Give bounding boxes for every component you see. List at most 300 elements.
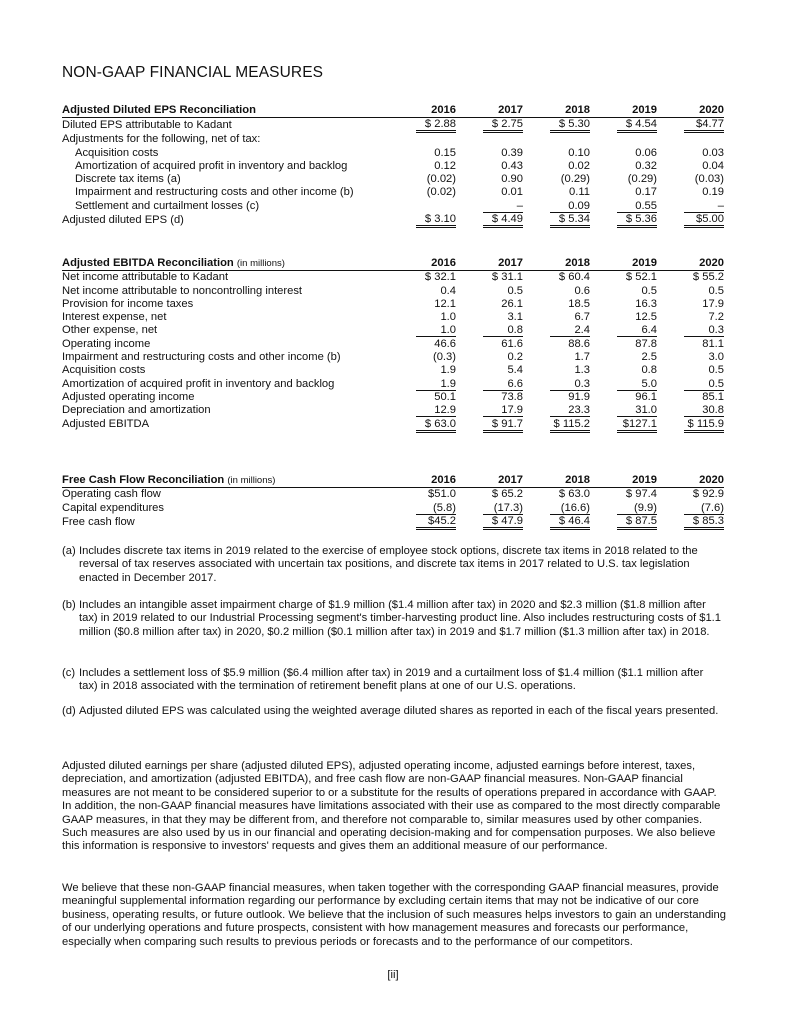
table-row	[62, 324, 724, 337]
cell-value: 50.1	[434, 390, 456, 403]
year-header: 2018	[523, 257, 590, 271]
cell-value: 87.8	[635, 337, 657, 350]
year-header: 2017	[456, 257, 523, 271]
cell-value: 26.1	[501, 297, 523, 310]
cell-value: (9.9)	[617, 502, 657, 515]
value-cell	[389, 515, 456, 530]
value-cell	[657, 338, 724, 351]
value-cell	[590, 311, 657, 324]
cell-value: 6.6	[483, 378, 523, 391]
value-cell	[523, 147, 590, 160]
table-row	[62, 351, 724, 364]
cell-value: $127.1	[617, 418, 657, 433]
value-cell	[389, 404, 456, 417]
table-title-text: Free Cash Flow Reconciliation	[62, 474, 225, 486]
cell-value: 0.03	[702, 146, 724, 159]
cell-value: 31.0	[617, 404, 657, 417]
value-cell	[389, 324, 456, 337]
value-cell	[523, 200, 590, 213]
row-label: Acquisition costs	[62, 364, 146, 377]
footnote-tag: (c)	[62, 667, 76, 679]
cell-value: 0.43	[501, 159, 523, 172]
value-cell	[456, 213, 523, 228]
table-title: Adjusted Diluted EPS Reconciliation	[62, 104, 389, 118]
cell-value: 73.8	[501, 390, 523, 403]
cell-value: $ 85.3	[684, 515, 724, 530]
value-cell	[389, 285, 456, 298]
eps-reconciliation-table	[62, 104, 724, 228]
year-header: 2016	[389, 257, 456, 271]
value-cell	[590, 147, 657, 160]
table-row	[62, 311, 724, 324]
value-cell	[590, 364, 657, 377]
page-number: [ii]	[387, 969, 399, 981]
table-row	[62, 160, 724, 173]
cell-value: 17.9	[702, 297, 724, 310]
value-cell	[523, 186, 590, 199]
value-cell	[657, 391, 724, 404]
value-cell	[523, 160, 590, 173]
cell-value: 0.3	[684, 324, 724, 337]
cell-value: 61.6	[501, 337, 523, 350]
cell-value: $ 63.0	[416, 418, 456, 433]
row-label: Adjusted EBITDA	[62, 418, 150, 431]
cell-value: 3.0	[708, 351, 724, 364]
table-row	[62, 147, 724, 160]
value-cell	[590, 213, 657, 228]
table-row	[62, 298, 724, 311]
value-cell	[590, 404, 657, 417]
value-cell	[657, 324, 724, 337]
cell-value: 0.39	[501, 146, 523, 159]
value-cell	[657, 271, 724, 285]
value-cell	[657, 213, 724, 228]
footnote-c	[62, 667, 724, 694]
value-cell	[456, 285, 523, 298]
year-header: 2020	[657, 474, 724, 488]
table-row	[62, 271, 724, 285]
cell-value: $ 91.7	[483, 418, 523, 433]
cell-value: $ 63.0	[558, 488, 590, 501]
cell-value: $ 92.9	[692, 488, 724, 501]
fcf-reconciliation-table	[62, 474, 724, 530]
cell-value: 6.7	[574, 311, 590, 324]
row-label: Discrete tax items (a)	[75, 173, 181, 186]
cell-value: $ 5.36	[617, 213, 657, 228]
cell-value: (0.03)	[694, 173, 724, 186]
value-cell	[456, 200, 523, 213]
value-cell	[389, 133, 456, 146]
cell-value: 0.5	[708, 364, 724, 377]
cell-value: 0.8	[483, 324, 523, 337]
cell-value: 3.1	[507, 311, 523, 324]
table-unit: (in millions)	[227, 475, 276, 486]
value-cell	[657, 404, 724, 417]
value-cell	[657, 488, 724, 502]
body-paragraph: We believe that these non-GAAP financial measures, when taken together with the corresponding GAAP financial measures, provide meaningful supplemental information regarding our performance by excluding certain items that may not be indicative of our core business, operating results, or future outlook. We believe that the inclusion of such measures helps investors to gain an understanding of our underlying operations and future prospects, consistent with how management measures and forecasts our performance, especially when comparing such results to previous periods or forecasts and to the performance of our competitors.	[62, 882, 726, 948]
value-cell	[523, 285, 590, 298]
value-cell	[456, 364, 523, 377]
value-cell	[523, 173, 590, 186]
cell-value: $ 97.4	[625, 488, 657, 501]
table-row	[62, 364, 724, 377]
table-row	[62, 404, 724, 417]
value-cell	[657, 285, 724, 298]
row-label: Capital expenditures	[62, 501, 164, 514]
value-cell	[590, 298, 657, 311]
body-paragraph: Adjusted diluted earnings per share (adjusted diluted EPS), adjusted operating income, adjusted earnings before interest, taxes, depreciation, and amortization (adjusted EBITDA), and free cash flow are non-GAAP financial measures. Non-GAAP financial measures are not meant to be considered superior to or a substitute for the results of operations prepared in accordance with GAAP. In addition, the non-GAAP financial measures have limitations associated with their use as compared to the most directly comparable GAAP measures, in that they may be different from, and therefore not comparable to, similar measures used by other companies. Such measures are also used by us in our financial and operating decision-making and for compensation purposes. We also believe this information is responsive to investors' requests and gives them an additional measure of our performance.	[62, 760, 721, 853]
cell-value: 1.7	[574, 351, 590, 364]
cell-value: –	[684, 200, 724, 213]
value-cell	[523, 404, 590, 417]
cell-value: 0.12	[434, 159, 456, 172]
table-title-text: Adjusted EBITDA Reconciliation	[62, 257, 234, 269]
cell-value: 0.17	[635, 186, 657, 199]
value-cell	[590, 351, 657, 364]
value-cell	[523, 298, 590, 311]
cell-value: 0.09	[550, 200, 590, 213]
cell-value: $5.00	[684, 213, 724, 228]
cell-value: 0.5	[507, 284, 523, 297]
row-label: Depreciation and amortization	[62, 404, 211, 417]
value-cell	[657, 133, 724, 146]
cell-value: $ 52.1	[625, 271, 657, 284]
value-cell	[523, 324, 590, 337]
row-label: Amortization of acquired profit in inventory and backlog	[75, 159, 348, 172]
value-cell	[389, 200, 456, 213]
cell-value: (0.29)	[560, 173, 590, 186]
value-cell	[456, 298, 523, 311]
cell-value: 12.9	[416, 404, 456, 417]
cell-value: 0.55	[617, 200, 657, 213]
value-cell	[523, 133, 590, 146]
value-cell	[456, 311, 523, 324]
value-cell	[456, 404, 523, 417]
value-cell	[523, 502, 590, 515]
footnote-a	[62, 545, 724, 585]
value-cell	[523, 213, 590, 228]
cell-value: 0.6	[574, 284, 590, 297]
cell-value: $ 87.5	[617, 515, 657, 530]
footnote-text: Includes discrete tax items in 2019 related to the exercise of employee stock options, discrete tax items in 2018 related to the reversal of tax reserves associated with uncertain tax positions, and discrete tax items in 2017 related to U.S. tax legislation enacted in December 2017.	[79, 545, 698, 584]
value-cell	[523, 378, 590, 391]
value-cell	[456, 118, 523, 134]
cell-value: (16.6)	[550, 502, 590, 515]
value-cell	[657, 173, 724, 186]
value-cell	[389, 488, 456, 502]
cell-value: 12.5	[635, 311, 657, 324]
value-cell	[456, 391, 523, 404]
table-row	[62, 338, 724, 351]
value-cell	[657, 364, 724, 377]
value-cell	[456, 378, 523, 391]
value-cell	[456, 351, 523, 364]
table-row	[62, 378, 724, 391]
cell-value: 16.3	[635, 297, 657, 310]
cell-value: (17.3)	[483, 502, 523, 515]
footnote-tag: (d)	[62, 705, 76, 717]
row-label: Diluted EPS attributable to Kadant	[62, 119, 232, 132]
value-cell	[523, 391, 590, 404]
year-header: 2016	[389, 104, 456, 118]
cell-value: 0.02	[568, 159, 590, 172]
value-cell	[389, 364, 456, 377]
value-cell	[456, 160, 523, 173]
cell-value: 0.04	[702, 159, 724, 172]
value-cell	[389, 147, 456, 160]
footnote-b	[62, 599, 724, 639]
year-header: 2018	[523, 104, 590, 118]
value-cell	[456, 488, 523, 502]
cell-value: 1.9	[416, 378, 456, 391]
value-cell	[456, 338, 523, 351]
value-cell	[590, 502, 657, 515]
year-header: 2017	[456, 104, 523, 118]
value-cell	[590, 285, 657, 298]
value-cell	[657, 147, 724, 160]
value-cell	[523, 488, 590, 502]
value-cell	[590, 271, 657, 285]
footnote-tag: (a)	[62, 545, 76, 557]
value-cell	[590, 418, 657, 433]
table-row	[62, 133, 724, 146]
value-cell	[657, 351, 724, 364]
table-title	[62, 257, 389, 271]
cell-value: $ 5.30	[550, 118, 590, 133]
value-cell	[590, 160, 657, 173]
cell-value: $ 3.10	[416, 213, 456, 228]
value-cell	[389, 338, 456, 351]
cell-value: 46.6	[434, 337, 456, 350]
value-cell	[389, 418, 456, 433]
cell-value: 6.4	[617, 324, 657, 337]
cell-value: 1.3	[574, 364, 590, 377]
footnote-tag: (b)	[62, 599, 76, 611]
cell-value: $ 32.1	[424, 271, 456, 284]
value-cell	[389, 351, 456, 364]
value-cell	[590, 338, 657, 351]
ebitda-reconciliation-table	[62, 257, 724, 433]
cell-value: $ 2.88	[416, 118, 456, 133]
value-cell	[456, 418, 523, 433]
row-label: Operating income	[62, 337, 151, 350]
cell-value: $45.2	[416, 515, 456, 530]
footnote-d	[62, 705, 724, 718]
year-header: 2018	[523, 474, 590, 488]
cell-value: 0.5	[641, 284, 657, 297]
value-cell	[523, 118, 590, 134]
value-cell	[657, 502, 724, 515]
table-header-row	[62, 104, 724, 118]
cell-value: $ 65.2	[491, 488, 523, 501]
table-row	[62, 186, 724, 199]
cell-value: 0.01	[501, 186, 523, 199]
year-header: 2019	[590, 474, 657, 488]
cell-value: (0.02)	[426, 186, 456, 199]
cell-value: $ 46.4	[550, 515, 590, 530]
row-label: Adjusted diluted EPS (d)	[62, 213, 184, 226]
year-header: 2019	[590, 257, 657, 271]
value-cell	[456, 133, 523, 146]
value-cell	[456, 186, 523, 199]
value-cell	[590, 200, 657, 213]
page-heading: NON-GAAP FINANCIAL MEASURES	[62, 64, 324, 81]
table-row	[62, 488, 724, 502]
row-label: Settlement and curtailment losses (c)	[75, 199, 260, 212]
row-label: Acquisition costs	[75, 146, 159, 159]
value-cell	[590, 515, 657, 530]
table-row	[62, 515, 724, 530]
value-cell	[523, 515, 590, 530]
value-cell	[523, 338, 590, 351]
cell-value: 18.5	[568, 297, 590, 310]
footnote-text: Adjusted diluted EPS was calculated using the weighted average diluted shares as reported in each of the fiscal years presented.	[79, 705, 719, 717]
table-row	[62, 391, 724, 404]
value-cell	[657, 186, 724, 199]
cell-value: $ 4.54	[617, 118, 657, 133]
row-label: Interest expense, net	[62, 311, 167, 324]
row-label: Operating cash flow	[62, 488, 161, 501]
value-cell	[389, 311, 456, 324]
cell-value: 91.9	[568, 390, 590, 403]
cell-value: (0.3)	[432, 351, 456, 364]
table-row	[62, 173, 724, 186]
value-cell	[523, 271, 590, 285]
table-row	[62, 502, 724, 515]
value-cell	[657, 378, 724, 391]
cell-value: 17.9	[483, 404, 523, 417]
cell-value: 85.1	[702, 390, 724, 403]
value-cell	[389, 271, 456, 285]
value-cell	[657, 298, 724, 311]
cell-value: $ 5.34	[550, 213, 590, 228]
value-cell	[456, 173, 523, 186]
cell-value: 12.1	[434, 297, 456, 310]
row-label: Adjustments for the following, net of tax:	[62, 133, 261, 146]
cell-value: 2.5	[641, 351, 657, 364]
value-cell	[590, 378, 657, 391]
row-label: Impairment and restructuring costs and other income (b)	[62, 351, 341, 364]
year-header: 2016	[389, 474, 456, 488]
value-cell	[389, 160, 456, 173]
row-label: Adjusted operating income	[62, 390, 195, 403]
value-cell	[456, 502, 523, 515]
value-cell	[590, 488, 657, 502]
cell-value: 0.32	[635, 159, 657, 172]
year-header: 2017	[456, 474, 523, 488]
cell-value: $ 115.9	[684, 418, 724, 433]
value-cell	[657, 118, 724, 134]
value-cell	[657, 418, 724, 433]
cell-value: (0.29)	[627, 173, 657, 186]
value-cell	[389, 391, 456, 404]
value-cell	[456, 324, 523, 337]
cell-value: $4.77	[684, 118, 724, 133]
value-cell	[389, 118, 456, 134]
cell-value: $51.0	[428, 488, 456, 501]
cell-value: $ 2.75	[483, 118, 523, 133]
value-cell	[389, 378, 456, 391]
value-cell	[523, 351, 590, 364]
value-cell	[590, 324, 657, 337]
value-cell	[389, 502, 456, 515]
row-label: Other expense, net	[62, 324, 158, 337]
cell-value: (0.02)	[426, 173, 456, 186]
cell-value: $ 47.9	[483, 515, 523, 530]
cell-value: $ 115.2	[550, 418, 590, 433]
cell-value: (5.8)	[416, 502, 456, 515]
cell-value: 81.1	[702, 337, 724, 350]
cell-value: 0.3	[550, 378, 590, 391]
value-cell	[590, 186, 657, 199]
footnote-text: Includes an intangible asset impairment charge of $1.9 million ($1.4 million after tax) in 2020 and $2.3 million ($1.8 million after tax) in 2019 related to our Industrial Processing segment's timber-harvesting product line. Also includes restructuring costs of $1.1 million ($0.8 million after tax) in 2020, $0.2 million ($0.1 million after tax) in 2019 and $1.7 million ($1.3 million after tax) in 2018.	[79, 599, 722, 638]
row-label: Amortization of acquired profit in inventory and backlog	[62, 377, 335, 390]
cell-value: 23.3	[550, 404, 590, 417]
row-label: Provision for income taxes	[62, 297, 194, 310]
cell-value: $ 55.2	[692, 271, 724, 284]
cell-value: 0.06	[635, 146, 657, 159]
cell-value: 0.5	[708, 284, 724, 297]
value-cell	[389, 186, 456, 199]
cell-value: 2.4	[550, 324, 590, 337]
cell-value: –	[483, 200, 523, 213]
cell-value: 0.4	[440, 284, 456, 297]
cell-value: 0.8	[641, 364, 657, 377]
table-header-row	[62, 474, 724, 488]
row-label: Net income attributable to Kadant	[62, 271, 229, 284]
value-cell	[590, 391, 657, 404]
value-cell	[456, 271, 523, 285]
cell-value: 1.9	[440, 364, 456, 377]
value-cell	[657, 160, 724, 173]
cell-value: $ 4.49	[483, 213, 523, 228]
value-cell	[389, 298, 456, 311]
cell-value: $ 60.4	[558, 271, 590, 284]
cell-value: 0.10	[568, 146, 590, 159]
value-cell	[523, 364, 590, 377]
value-cell	[523, 418, 590, 433]
year-header: 2020	[657, 104, 724, 118]
cell-value: 30.8	[684, 404, 724, 417]
table-header-row	[62, 257, 724, 271]
value-cell	[389, 213, 456, 228]
cell-value: (7.6)	[684, 502, 724, 515]
cell-value: 0.19	[702, 186, 724, 199]
cell-value: 0.90	[501, 173, 523, 186]
cell-value: 0.2	[507, 351, 523, 364]
row-label: Net income attributable to noncontrolling interest	[62, 284, 303, 297]
cell-value: 1.0	[416, 324, 456, 337]
cell-value: 5.0	[617, 378, 657, 391]
cell-value: 0.15	[434, 146, 456, 159]
value-cell	[590, 118, 657, 134]
cell-value: 88.6	[568, 337, 590, 350]
value-cell	[657, 311, 724, 324]
value-cell	[389, 173, 456, 186]
cell-value: 0.11	[569, 186, 590, 199]
table-row	[62, 285, 724, 298]
footnote-text: Includes a settlement loss of $5.9 million ($6.4 million after tax) in 2019 and a curtailment loss of $1.4 million ($1.1 million after tax) in 2018 associated with the termination of retirement benefit plans at one of our U.S. operations.	[79, 667, 704, 693]
value-cell	[590, 133, 657, 146]
cell-value: $ 31.1	[491, 271, 523, 284]
value-cell	[456, 147, 523, 160]
value-cell	[456, 515, 523, 530]
table-row	[62, 118, 724, 134]
cell-value: 0.5	[684, 378, 724, 391]
table-unit: (in millions)	[236, 258, 285, 269]
cell-value: 7.2	[708, 311, 724, 324]
row-label: Free cash flow	[62, 515, 135, 528]
